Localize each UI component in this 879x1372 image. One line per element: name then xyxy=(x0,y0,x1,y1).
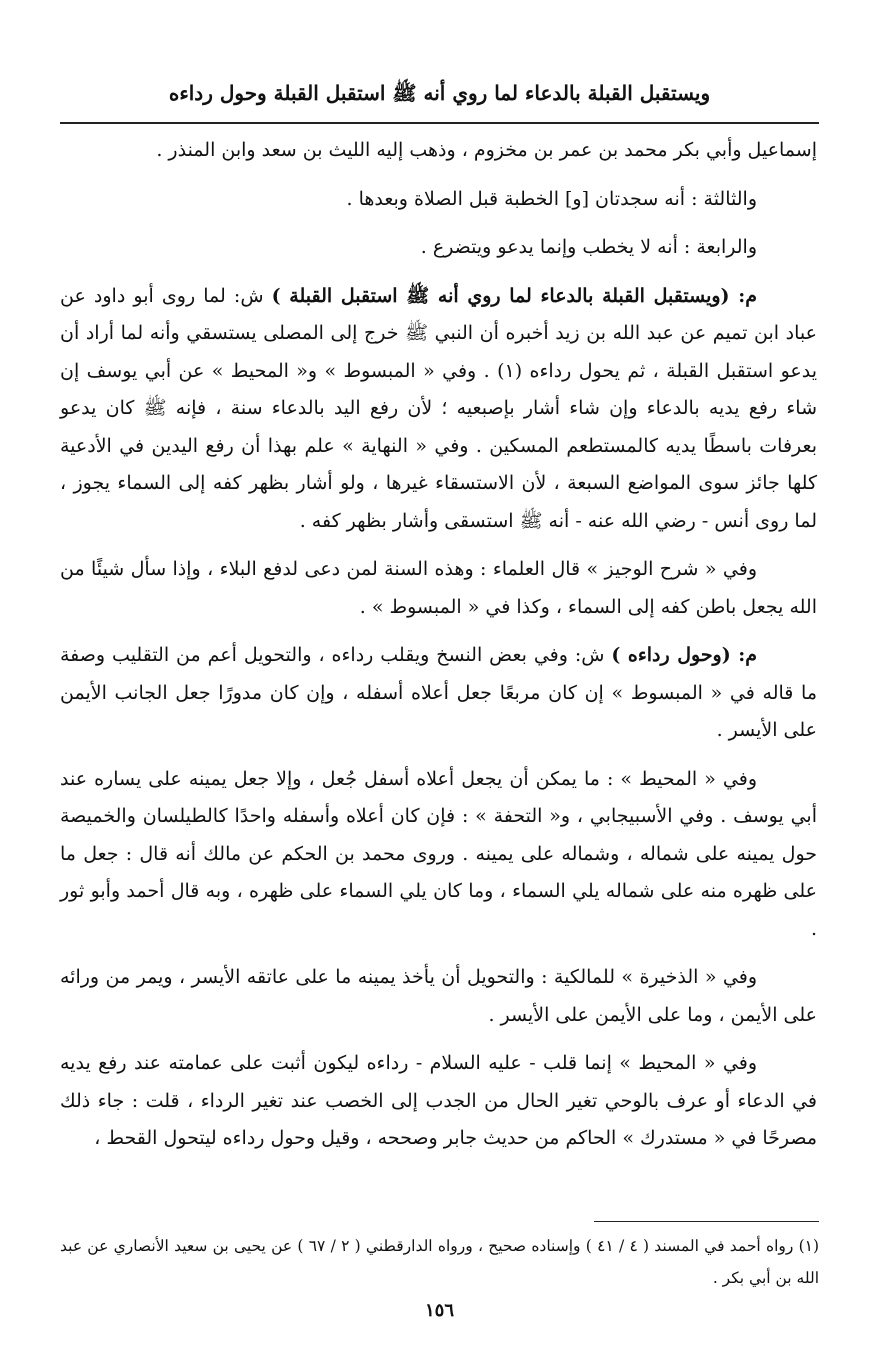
paragraph-text: وفي « شرح الوجيز » قال العلماء : وهذه السنة لمن دعى لدفع البلاء ، وإذا سأل شيئًا من الله يجعل باطن كفه إلى السماء ، وكذا في « المبسوط » . xyxy=(60,558,817,618)
running-header xyxy=(60,78,819,108)
paragraph-text: وفي « الذخيرة » للمالكية : والتحويل أن يأخذ يمينه ما على عاتقه الأيسر ، ويمر من ورائه على الأيمن ، وما على الأيمن على الأيسر . xyxy=(60,966,817,1026)
footnote xyxy=(60,1230,819,1294)
paragraph-text: ش: لما روى أبو داود عن عباد ابن تميم عن عبد الله بن زيد أخبره أن النبي ﷺ خرج إلى المصلى يستسقي وأنه لما أراد أن يدعو استقبل القبلة ، ثم يحول رداءه (١) . وفي « المبسوط » و« المحيط » عن أبي يوسف إن شاء رفع يديه بالدعاء وإن شاء أشار بإصبعيه ؛ لأن رفع اليد بالدعاء سنة ، فإنه ﷺ كان يدعو بعرفات باسطًا يديه كالمستطعم المسكين . وفي « النهاية » علم بهذا أن رفع اليدين في الأدعية كلها جائز سوى المواضع السبعة ، لأن الاستسقاء غيرها ، ولو أشار بظهر كفه إلى السماء يجوز ، لما روى أنس - رضي الله عنه - أنه ﷺ استسقى وأشار بظهر كفه . xyxy=(60,284,817,532)
paragraph xyxy=(60,181,817,219)
header-divider xyxy=(60,122,819,124)
paragraph-text: والرابعة : أنه لا يخطب وإنما يدعو ويتضرع . xyxy=(420,236,757,258)
footnote-divider xyxy=(594,1221,819,1222)
paragraph-text: ش: وفي بعض النسخ ويقلب رداءه ، والتحويل أعم من التقليب وصفة ما قاله في « المبسوط » إن كان مربعًا جعل أعلاه أسفله ، وإن كان مدورًا جعل الجانب الأيمن على الأيسر . xyxy=(60,644,817,741)
matn-quote: م: (ويستقبل القبلة بالدعاء لما روي أنه ﷺ استقبل القبلة ) xyxy=(271,284,757,307)
paragraph xyxy=(60,959,817,1034)
footnote-text: (١) رواه أحمد في المسند ( ٤ / ٤١ ) وإسناده صحيح ، ورواه الدارقطني ( ٢ / ٦٧ ) عن يحيى بن سعيد الأنصاري عن عبد الله بن أبي بكر . xyxy=(60,1237,820,1287)
paragraph-text: إسماعيل وأبي بكر محمد بن عمر بن مخزوم ، وذهب إليه الليث بن سعد وابن المنذر . xyxy=(156,139,817,161)
paragraph-text: وفي « المحيط » : ما يمكن أن يجعل أعلاه أسفل جُعل ، وإلا جعل يمينه على يساره عند أبي يوسف . وفي الأسبيجابي ، و« التحفة » : فإن كان أعلاه وأسفله واحدًا كالطيلسان والخميصة حول يمينه على شماله ، وشماله على يمينه . وروى محمد بن الحكم عن مالك أنه قال : جعل ما على ظهره منه على شماله يلي السماء ، وما كان يلي السماء على ظهره ، وبه قال أحمد وأبو ثور . xyxy=(60,767,817,940)
paragraph xyxy=(60,278,817,541)
paragraph xyxy=(60,761,817,949)
paragraph-text: والثالثة : أنه سجدتان [و] الخطبة قبل الصلاة وبعدها . xyxy=(346,187,757,210)
matn-quote: م: (وحول رداءه ) xyxy=(611,644,758,666)
paragraph xyxy=(60,132,817,170)
paragraph xyxy=(60,637,817,750)
main-text xyxy=(60,132,817,1169)
header-title: ويستقبل القبلة بالدعاء لما روي أنه ﷺ استقبل القبلة وحول رداءه xyxy=(168,81,711,105)
page-number: ١٥٦ xyxy=(424,1300,454,1321)
paragraph xyxy=(60,551,817,626)
paragraph xyxy=(60,229,817,267)
paragraph xyxy=(60,1045,817,1158)
paragraph-text: وفي « المحيط » إنما قلب - عليه السلام - رداءه ليكون أثبت على عمامته عند رفع يديه في الدعاء أو عرف بالوحي تغير الحال من الجدب إلى الخصب عند تغير الرداء ، قلت : جاء ذلك مصرحًا في « مستدرك » الحاكم من حديث جابر وصححه ، وقيل وحول رداءه ليتحول القحط ، xyxy=(60,1052,817,1149)
